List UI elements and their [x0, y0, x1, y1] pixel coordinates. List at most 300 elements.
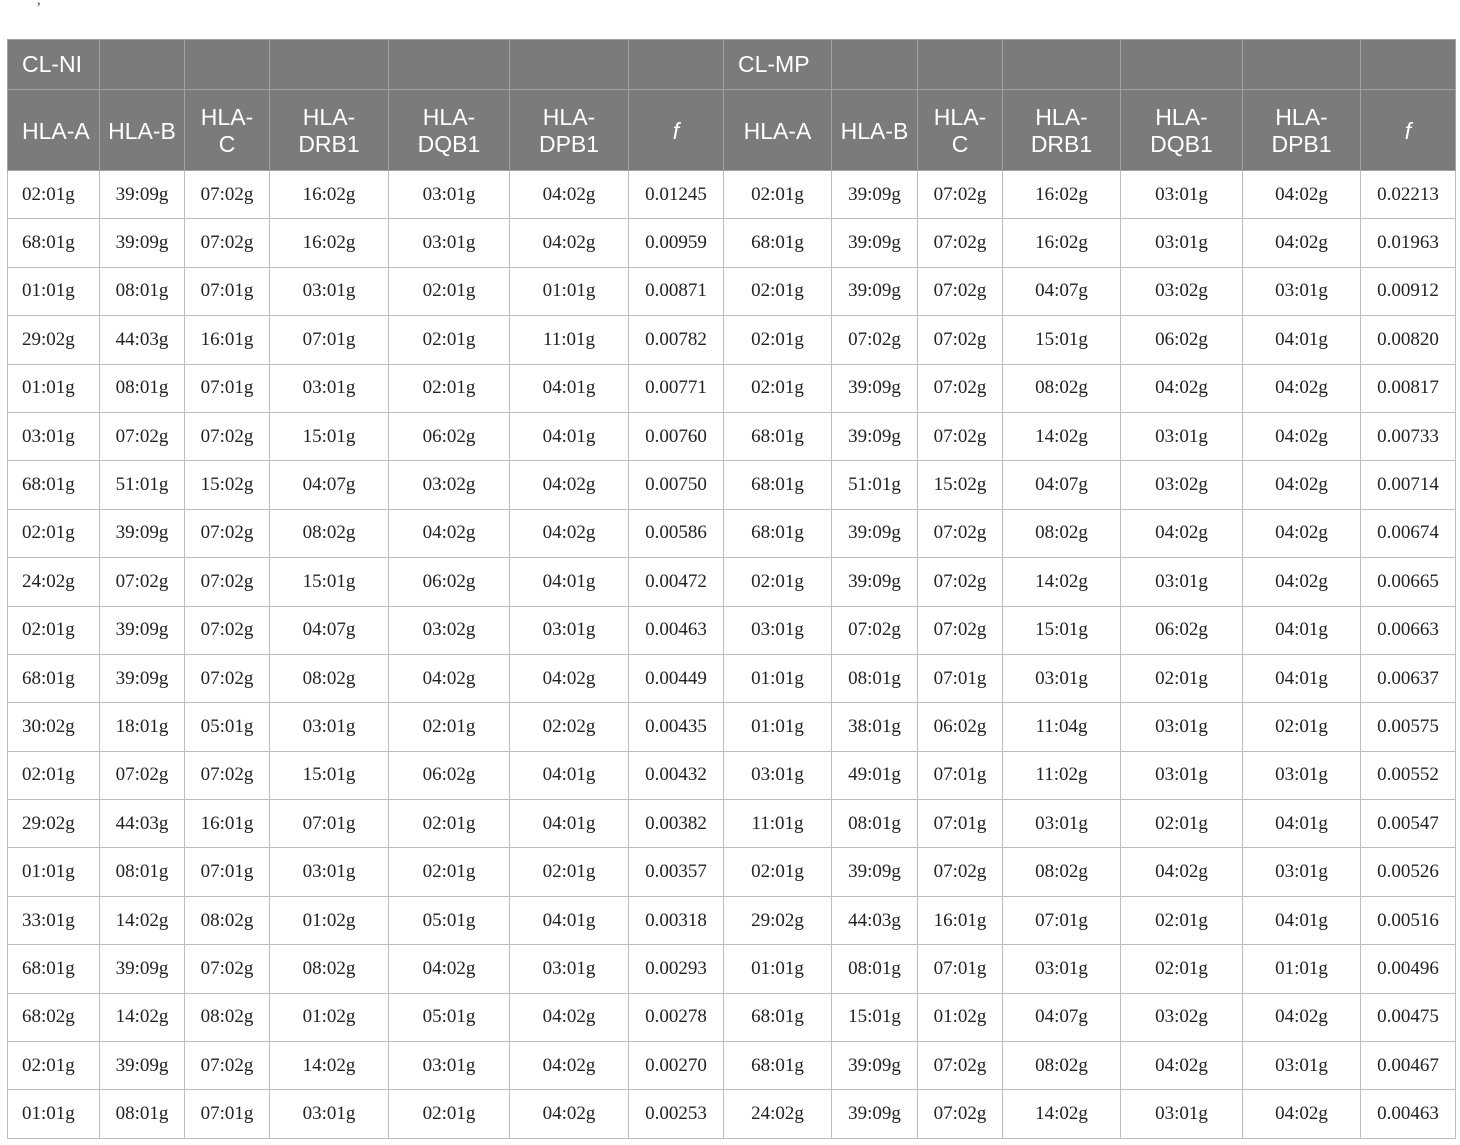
table-cell: 07:02g: [185, 606, 270, 654]
table-cell: 02:01g: [8, 606, 100, 654]
table-cell: 0.00547: [1361, 800, 1456, 848]
table-cell: 15:01g: [1003, 316, 1121, 364]
table-cell: 0.00526: [1361, 848, 1456, 896]
table-cell: 15:01g: [1003, 606, 1121, 654]
table-cell: 29:02g: [8, 800, 100, 848]
table-cell: 04:01g: [510, 364, 629, 412]
table-cell: 16:02g: [270, 219, 389, 267]
table-cell: 0.00663: [1361, 606, 1456, 654]
table-cell: 07:02g: [185, 1042, 270, 1090]
table-cell: 04:02g: [1121, 1042, 1243, 1090]
table-cell: 07:01g: [270, 800, 389, 848]
table-cell: 03:01g: [510, 945, 629, 993]
table-cell: 16:01g: [185, 316, 270, 364]
table-cell: 01:02g: [918, 993, 1003, 1041]
table-cell: 39:09g: [100, 219, 185, 267]
table-cell: 0.01245: [629, 171, 724, 219]
table-cell: 08:01g: [100, 267, 185, 315]
table-row: [8, 800, 1456, 848]
table-cell: 0.00817: [1361, 364, 1456, 412]
table-cell: 02:01g: [1121, 945, 1243, 993]
table-body: [8, 171, 1456, 1139]
table-cell: 24:02g: [8, 558, 100, 606]
table-cell: 03:01g: [1243, 267, 1361, 315]
table-cell: 04:01g: [1243, 800, 1361, 848]
table-cell: 08:02g: [1003, 848, 1121, 896]
column-header-frequency: f: [629, 90, 724, 171]
table-cell: 05:01g: [389, 993, 510, 1041]
table-cell: 04:07g: [270, 606, 389, 654]
table-cell: 39:09g: [832, 267, 918, 315]
column-header: HLA-DPB1: [510, 90, 629, 171]
table-cell: 06:02g: [389, 751, 510, 799]
table-cell: 07:02g: [918, 1090, 1003, 1138]
table-cell: 04:02g: [510, 993, 629, 1041]
table-cell: 0.00472: [629, 558, 724, 606]
table-row: [8, 606, 1456, 654]
table-cell: 0.00293: [629, 945, 724, 993]
table-cell: 03:01g: [389, 219, 510, 267]
table-cell: 07:02g: [918, 267, 1003, 315]
table-cell: 04:01g: [510, 558, 629, 606]
table-cell: 02:01g: [389, 848, 510, 896]
table-cell: 03:02g: [1121, 267, 1243, 315]
table-cell: 39:09g: [832, 1042, 918, 1090]
table-cell: 04:01g: [510, 751, 629, 799]
table-cell: 0.00750: [629, 461, 724, 509]
table-cell: 04:01g: [510, 800, 629, 848]
table-row: [8, 1042, 1456, 1090]
table-cell: 07:02g: [185, 412, 270, 460]
table-cell: 06:02g: [389, 412, 510, 460]
table-cell: 01:01g: [8, 267, 100, 315]
table-cell: 03:01g: [1121, 219, 1243, 267]
table-cell: 04:02g: [1243, 219, 1361, 267]
table-cell: 07:01g: [1003, 896, 1121, 944]
column-header-row: [8, 90, 1456, 171]
table-cell: 07:02g: [918, 171, 1003, 219]
group-header-empty: [918, 40, 1003, 90]
column-header: HLA-DRB1: [1003, 90, 1121, 171]
table-cell: 0.00435: [629, 703, 724, 751]
table-row: [8, 945, 1456, 993]
table-cell: 02:01g: [724, 848, 832, 896]
table-cell: 02:01g: [389, 703, 510, 751]
table-cell: 02:01g: [389, 267, 510, 315]
table-cell: 03:01g: [1121, 1090, 1243, 1138]
table-cell: 39:09g: [832, 509, 918, 557]
table-cell: 03:01g: [1121, 412, 1243, 460]
table-cell: 03:01g: [1243, 1042, 1361, 1090]
table-cell: 08:01g: [100, 848, 185, 896]
table-cell: 07:01g: [185, 848, 270, 896]
table-cell: 04:02g: [389, 509, 510, 557]
table-cell: 0.00467: [1361, 1042, 1456, 1090]
column-header-frequency: f: [1361, 90, 1456, 171]
table-cell: 07:01g: [185, 364, 270, 412]
table-cell: 02:01g: [1121, 800, 1243, 848]
group-header-empty: [1361, 40, 1456, 90]
table-cell: 16:01g: [185, 800, 270, 848]
table-cell: 0.00270: [629, 1042, 724, 1090]
table-cell: 02:01g: [389, 364, 510, 412]
table-cell: 0.00357: [629, 848, 724, 896]
table-cell: 03:02g: [389, 461, 510, 509]
table-row: [8, 364, 1456, 412]
table-cell: 03:01g: [1003, 800, 1121, 848]
table-cell: 08:02g: [1003, 1042, 1121, 1090]
table-cell: 68:01g: [8, 654, 100, 702]
table-cell: 0.00575: [1361, 703, 1456, 751]
table-cell: 0.00637: [1361, 654, 1456, 702]
table-cell: 29:02g: [724, 896, 832, 944]
table-cell: 14:02g: [1003, 1090, 1121, 1138]
table-cell: 06:02g: [1121, 606, 1243, 654]
table-cell: 39:09g: [832, 412, 918, 460]
table-cell: 04:01g: [1243, 316, 1361, 364]
table-cell: 08:01g: [100, 1090, 185, 1138]
table-cell: 07:02g: [918, 412, 1003, 460]
table-row: [8, 509, 1456, 557]
table-cell: 39:09g: [832, 558, 918, 606]
table-cell: 04:02g: [510, 654, 629, 702]
table-cell: 29:02g: [8, 316, 100, 364]
table-cell: 02:01g: [8, 509, 100, 557]
table-cell: 03:01g: [270, 267, 389, 315]
table-cell: 04:02g: [1243, 171, 1361, 219]
table-cell: 07:01g: [270, 316, 389, 364]
table-cell: 39:09g: [832, 219, 918, 267]
column-header: HLA-DQB1: [389, 90, 510, 171]
table-cell: 03:01g: [270, 1090, 389, 1138]
table-cell: 15:01g: [270, 558, 389, 606]
group-header-empty: [270, 40, 389, 90]
table-cell: 06:02g: [1121, 316, 1243, 364]
table-cell: 0.00871: [629, 267, 724, 315]
table-cell: 08:02g: [185, 993, 270, 1041]
table-cell: 11:01g: [510, 316, 629, 364]
table-cell: 39:09g: [100, 945, 185, 993]
table-cell: 07:01g: [918, 751, 1003, 799]
group-header-empty: [389, 40, 510, 90]
table-cell: 03:01g: [724, 606, 832, 654]
table-cell: 03:01g: [1121, 751, 1243, 799]
table-cell: 03:01g: [1243, 848, 1361, 896]
column-header: HLA-DRB1: [270, 90, 389, 171]
table-cell: 02:01g: [724, 364, 832, 412]
table-cell: 0.00674: [1361, 509, 1456, 557]
table-cell: 01:01g: [724, 654, 832, 702]
table-cell: 33:01g: [8, 896, 100, 944]
table-cell: 04:01g: [1243, 606, 1361, 654]
table-row: [8, 267, 1456, 315]
table-cell: 0.02213: [1361, 171, 1456, 219]
table-cell: 07:02g: [918, 316, 1003, 364]
table-cell: 07:02g: [832, 606, 918, 654]
table-cell: 16:02g: [1003, 219, 1121, 267]
table-cell: 0.00733: [1361, 412, 1456, 460]
table-cell: 01:01g: [510, 267, 629, 315]
table-cell: 0.00475: [1361, 993, 1456, 1041]
table-cell: 0.00912: [1361, 267, 1456, 315]
table-cell: 01:01g: [8, 848, 100, 896]
table-cell: 18:01g: [100, 703, 185, 751]
table-cell: 51:01g: [832, 461, 918, 509]
group-header-empty: [510, 40, 629, 90]
table-cell: 39:09g: [832, 1090, 918, 1138]
table-cell: 15:01g: [270, 412, 389, 460]
table-cell: 02:01g: [8, 751, 100, 799]
table-cell: 07:02g: [185, 945, 270, 993]
table-cell: 04:07g: [1003, 267, 1121, 315]
table-cell: 02:01g: [389, 800, 510, 848]
table-cell: 02:01g: [389, 1090, 510, 1138]
table-cell: 03:01g: [1003, 654, 1121, 702]
table-cell: 04:02g: [1243, 993, 1361, 1041]
table-cell: 03:01g: [270, 703, 389, 751]
table-cell: 0.00382: [629, 800, 724, 848]
table-cell: 15:02g: [918, 461, 1003, 509]
table-cell: 08:02g: [185, 896, 270, 944]
table-cell: 07:02g: [185, 171, 270, 219]
hla-haplotype-table: [7, 39, 1456, 1139]
table-cell: 02:01g: [724, 558, 832, 606]
table-cell: 38:01g: [832, 703, 918, 751]
table-cell: 44:03g: [100, 316, 185, 364]
table-cell: 0.00782: [629, 316, 724, 364]
table-row: [8, 461, 1456, 509]
table-cell: 04:02g: [510, 171, 629, 219]
table-cell: 08:01g: [100, 364, 185, 412]
table-cell: 02:01g: [510, 848, 629, 896]
table-row: [8, 751, 1456, 799]
table-cell: 44:03g: [100, 800, 185, 848]
table-cell: 16:01g: [918, 896, 1003, 944]
table-cell: 14:02g: [270, 1042, 389, 1090]
table-cell: 07:02g: [100, 751, 185, 799]
group-header-empty: [1121, 40, 1243, 90]
table-cell: 07:02g: [918, 509, 1003, 557]
table-cell: 01:02g: [270, 896, 389, 944]
table-cell: 0.00432: [629, 751, 724, 799]
table-cell: 08:01g: [832, 654, 918, 702]
stray-quote-mark: ’: [36, 0, 42, 17]
table-cell: 02:01g: [1121, 896, 1243, 944]
table-cell: 04:02g: [1121, 848, 1243, 896]
table-cell: 03:01g: [389, 171, 510, 219]
table-cell: 68:01g: [724, 461, 832, 509]
table-cell: 04:01g: [510, 412, 629, 460]
table-cell: 06:02g: [918, 703, 1003, 751]
table-cell: 0.00760: [629, 412, 724, 460]
table-cell: 68:01g: [8, 461, 100, 509]
table-cell: 39:09g: [100, 171, 185, 219]
table-cell: 39:09g: [832, 848, 918, 896]
table-cell: 01:01g: [1243, 945, 1361, 993]
table-cell: 68:01g: [724, 412, 832, 460]
table-cell: 04:02g: [1121, 509, 1243, 557]
table-cell: 03:01g: [1121, 703, 1243, 751]
table-cell: 08:02g: [270, 509, 389, 557]
table-cell: 39:09g: [100, 1042, 185, 1090]
table-cell: 08:02g: [270, 654, 389, 702]
table-cell: 15:02g: [185, 461, 270, 509]
table-cell: 02:01g: [1243, 703, 1361, 751]
table-cell: 05:01g: [389, 896, 510, 944]
table-cell: 02:01g: [724, 316, 832, 364]
table-cell: 01:02g: [270, 993, 389, 1041]
table-cell: 0.00253: [629, 1090, 724, 1138]
table-cell: 03:01g: [1003, 945, 1121, 993]
table-cell: 07:02g: [918, 364, 1003, 412]
table-cell: 04:02g: [510, 509, 629, 557]
table-cell: 68:01g: [8, 219, 100, 267]
table-cell: 03:01g: [270, 848, 389, 896]
table-cell: 0.00449: [629, 654, 724, 702]
table-cell: 0.00463: [1361, 1090, 1456, 1138]
table-cell: 04:02g: [1243, 1090, 1361, 1138]
table-cell: 02:01g: [724, 267, 832, 315]
group-header-cl-mp: CL-MP: [724, 40, 832, 90]
group-header-empty: [1003, 40, 1121, 90]
table-cell: 39:09g: [100, 509, 185, 557]
table-cell: 14:02g: [100, 993, 185, 1041]
table-cell: 03:01g: [1243, 751, 1361, 799]
table-cell: 07:02g: [918, 219, 1003, 267]
table-cell: 02:01g: [8, 1042, 100, 1090]
table-cell: 0.00318: [629, 896, 724, 944]
table-cell: 01:01g: [8, 1090, 100, 1138]
table-cell: 30:02g: [8, 703, 100, 751]
table-cell: 11:01g: [724, 800, 832, 848]
table-cell: 03:01g: [1121, 558, 1243, 606]
table-cell: 07:02g: [918, 848, 1003, 896]
table-cell: 0.00463: [629, 606, 724, 654]
table-cell: 14:02g: [100, 896, 185, 944]
table-cell: 49:01g: [832, 751, 918, 799]
table-cell: 08:02g: [1003, 509, 1121, 557]
table-cell: 04:02g: [389, 945, 510, 993]
table-cell: 68:01g: [8, 945, 100, 993]
column-header: HLA-B: [832, 90, 918, 171]
table-cell: 03:01g: [1121, 171, 1243, 219]
table-cell: 04:02g: [510, 219, 629, 267]
table-cell: 0.00496: [1361, 945, 1456, 993]
table-cell: 0.00278: [629, 993, 724, 1041]
table-cell: 01:01g: [8, 364, 100, 412]
table-cell: 0.00820: [1361, 316, 1456, 364]
table-cell: 04:02g: [1121, 364, 1243, 412]
table-cell: 07:02g: [100, 412, 185, 460]
table-cell: 03:01g: [724, 751, 832, 799]
table-cell: 08:01g: [832, 945, 918, 993]
table-cell: 0.01963: [1361, 219, 1456, 267]
table-cell: 02:01g: [1121, 654, 1243, 702]
table-cell: 02:01g: [724, 171, 832, 219]
table-cell: 03:01g: [270, 364, 389, 412]
table-cell: 01:01g: [724, 945, 832, 993]
table-cell: 07:02g: [918, 606, 1003, 654]
table-cell: 15:01g: [270, 751, 389, 799]
table-cell: 44:03g: [832, 896, 918, 944]
table-cell: 07:01g: [185, 267, 270, 315]
table-cell: 03:02g: [389, 606, 510, 654]
table-cell: 39:09g: [100, 606, 185, 654]
column-header: HLA-A: [724, 90, 832, 171]
table-cell: 03:01g: [510, 606, 629, 654]
table-cell: 04:02g: [510, 1042, 629, 1090]
table-cell: 68:01g: [724, 219, 832, 267]
table-cell: 07:02g: [832, 316, 918, 364]
table-cell: 0.00665: [1361, 558, 1456, 606]
table-cell: 03:01g: [389, 1042, 510, 1090]
table-cell: 04:02g: [1243, 509, 1361, 557]
table-cell: 51:01g: [100, 461, 185, 509]
table-cell: 11:02g: [1003, 751, 1121, 799]
table-cell: 02:02g: [510, 703, 629, 751]
table-cell: 07:02g: [185, 558, 270, 606]
table-row: [8, 1090, 1456, 1138]
table-row: [8, 993, 1456, 1041]
table-cell: 07:02g: [185, 509, 270, 557]
table-cell: 07:02g: [185, 654, 270, 702]
table-cell: 07:01g: [918, 800, 1003, 848]
table-cell: 16:02g: [1003, 171, 1121, 219]
table-cell: 07:01g: [918, 654, 1003, 702]
table-row: [8, 896, 1456, 944]
table-cell: 03:02g: [1121, 461, 1243, 509]
table-cell: 04:02g: [1243, 461, 1361, 509]
table-cell: 07:02g: [918, 558, 1003, 606]
table-cell: 02:01g: [8, 171, 100, 219]
table-cell: 68:01g: [724, 993, 832, 1041]
table-cell: 07:02g: [185, 219, 270, 267]
table-cell: 39:09g: [100, 654, 185, 702]
column-header: HLA-C: [918, 90, 1003, 171]
table-cell: 0.00714: [1361, 461, 1456, 509]
table-cell: 07:01g: [185, 1090, 270, 1138]
table-cell: 03:02g: [1121, 993, 1243, 1041]
table-cell: 0.00959: [629, 219, 724, 267]
table-cell: 03:01g: [8, 412, 100, 460]
table-row: [8, 412, 1456, 460]
table-cell: 16:02g: [270, 171, 389, 219]
table-cell: 0.00586: [629, 509, 724, 557]
group-header-empty: [100, 40, 185, 90]
table-cell: 04:07g: [1003, 461, 1121, 509]
table-cell: 39:09g: [832, 171, 918, 219]
table-row: [8, 171, 1456, 219]
table-cell: 05:01g: [185, 703, 270, 751]
table-cell: 04:02g: [389, 654, 510, 702]
column-header: HLA-B: [100, 90, 185, 171]
table-cell: 0.00552: [1361, 751, 1456, 799]
table-cell: 06:02g: [389, 558, 510, 606]
table-cell: 08:02g: [1003, 364, 1121, 412]
table-cell: 02:01g: [389, 316, 510, 364]
column-header: HLA-C: [185, 90, 270, 171]
table-cell: 68:02g: [8, 993, 100, 1041]
table-cell: 04:02g: [510, 1090, 629, 1138]
group-header-empty: [185, 40, 270, 90]
table-cell: 04:07g: [270, 461, 389, 509]
table-cell: 14:02g: [1003, 412, 1121, 460]
table-cell: 08:01g: [832, 800, 918, 848]
group-header-empty: [832, 40, 918, 90]
table-cell: 04:07g: [1003, 993, 1121, 1041]
column-header: HLA-DPB1: [1243, 90, 1361, 171]
table-cell: 39:09g: [832, 364, 918, 412]
